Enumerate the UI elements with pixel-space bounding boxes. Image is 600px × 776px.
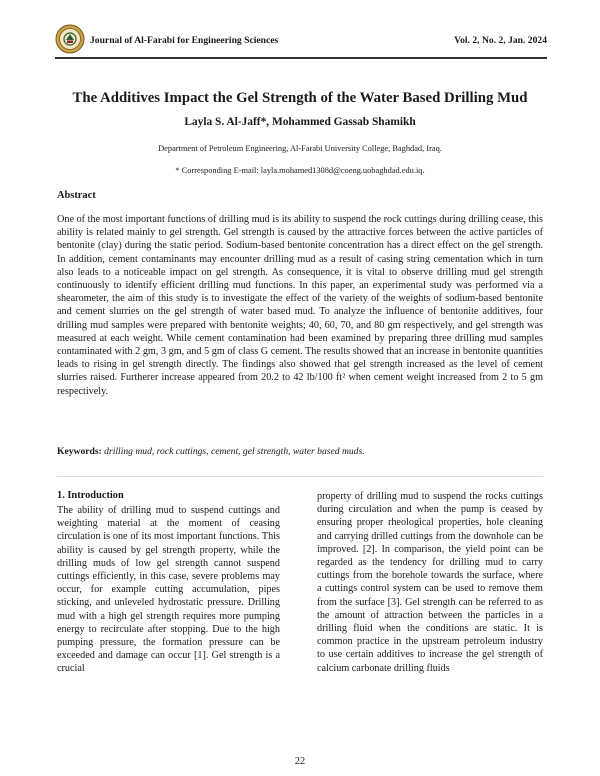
introduction-left-column: The ability of drilling mud to suspend cuttings and weighting material at the moment of ceasing circulation is one of its most important functions. This ability is caused by gel strength property, while the drilling muds of low gel strength cannot suspend cuttings efficiently, in this case, severe problems may occur, for example cutting accumulation, pipes sticking, and unleveled hydrostatic pressure. Drilling mud with a high gel strength requires more pumping energy to recirculate after stopping. Due to the high pumping pressure, the formation pressure can be exceeded and damage can occur [1]. Gel strength is a crucial	[57, 505, 280, 675]
section-divider	[57, 476, 543, 477]
journal-header	[55, 20, 547, 60]
page-number: 22	[294, 756, 306, 767]
abstract-heading: Abstract	[57, 190, 96, 201]
introduction-heading: 1. Introduction	[57, 490, 124, 501]
introduction-right-column: property of drilling mud to suspend the rocks cuttings during circulation and when the pump is ceased by ensuring proper rheological properties, hole cleaning and carrying drilled cuttings from the downhole can be improved. [2]. In comparison, the yield point can be regarded as the tendency for drilling mud to carry cuttings from the borehole towards the surface, where a cuttings control system can be used to remove them from the surface [3]. Gel strength can be referred to as the amount of attraction between the particles in a drilling fluid when the conditions are static. It is common practice in the upstream petroleum industry to use certain additives to increase the gel strength of calcium carbonate drilling fluids	[317, 491, 543, 674]
header-divider	[55, 57, 547, 59]
university-seal-icon	[55, 24, 85, 54]
keywords	[57, 446, 543, 457]
keywords-text: drilling mud, rock cuttings, cement, gel strength, water based muds.	[104, 446, 365, 457]
author-affiliation: Department of Petroleum Engineering, Al-Farabi University College, Baghdad, Iraq.	[158, 144, 442, 153]
paper-title: The Additives Impact the Gel Strength of the Water Based Drilling Mud	[72, 90, 528, 106]
paper-authors: Layla S. Al-Jaff*, Mohammed Gassab Shamikh	[184, 116, 416, 128]
keywords-label: Keywords:	[57, 446, 102, 457]
journal-name: Journal of Al-Farabi for Engineering Sciences	[90, 35, 279, 46]
abstract-text: One of the most important functions of drilling mud is its ability to suspend the rock cuttings during drilling cease, this ability is related mainly to gel strength. Gel strength is caused by the attractive forces between the active particles of bentonite (clay) during the static period. Sodium-based bentonite concentration has a direct effect on the gel strength. In addition, cement contaminants may encounter drilling mud as a result of casing string cementation which in turn also leads to a noticeable impact on gel strength. As consequence, it is vital to observe drilling mud gel strength continuously to identify efficient drilling mud functions. In this paper, an experimental study was performed via a shearometer, the aim of this study is to investigate the effect of the variety of the weights of sodium-based bentonite and cement slurries on the gel strength of water based mud. To analyze the influence of bentonite additives, four drilling mud samples were prepared with bentonite weights; 40, 60, 70, and 80 gm respectively, and gel strength was measured at each weight. While cement contamination had been examined by preparing three drilling mud samples contaminated with 2 gm, 3 gm, and 5 gm of class G cement. The results showed that an increase in bentonite quantities leads to rising in gel strength directly. The findings also showed that gel strength increased as the level of cement slurries raised. Furtherer increase appeared from 20.2 to 42 lb/100 ft² when cement weight increased from 2 to 5 gm respectively.	[57, 214, 543, 397]
corresponding-email: * Corresponding E-mail: layla.mohamed1308d@coeng.uobaghdad.edu.iq.	[175, 166, 425, 175]
volume-info: Vol. 2, No. 2, Jan. 2024	[454, 35, 547, 46]
